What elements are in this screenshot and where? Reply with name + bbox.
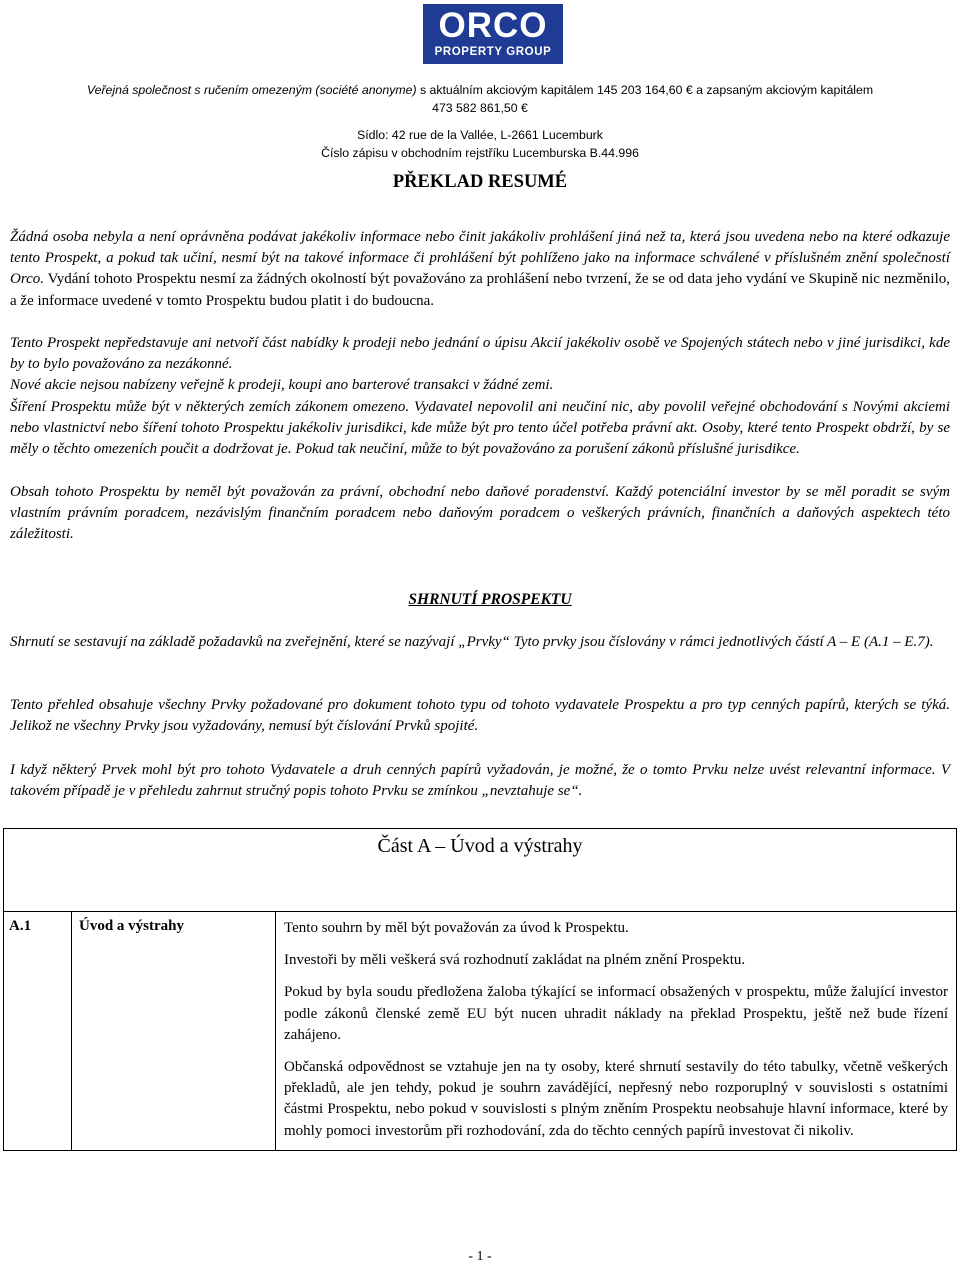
company-register: Číslo zápisu v obchodním rejstříku Lucemburska B.44.996 — [321, 146, 639, 160]
summary-paragraph-1: Shrnutí se sestavují na základě požadavků na zveřejnění, které se nazývají „Prvky“ Tyto prvky jsou číslovány v rámci jednotlivých částí A – E (A.1 – E.7). — [10, 634, 934, 650]
element-paragraph: Tento souhrn by měl být považován za úvod k Prospektu. — [284, 920, 629, 936]
intro-paragraph-1 — [10, 227, 950, 312]
summary-title: SHRNUTÍ PROSPEKTU — [408, 591, 572, 608]
company-seat: Sídlo: 42 rue de la Vallée, L-2661 Lucemburk — [357, 128, 603, 142]
section-a-header-row — [4, 829, 957, 912]
section-a-heading: Část A – Úvod a výstrahy — [377, 835, 583, 857]
element-code: A.1 — [4, 912, 72, 1151]
section-a-table — [3, 828, 957, 1151]
intro-p1-rest: Vydání tohoto Prospektu nesmí za žádných okolností být považováno za prohlášení nebo tvrzení, že se od data jeho vydání ve Skupině nic nezměnilo, a že informace uvedené v tomto Prospektu budou platit i do budoucna. — [10, 271, 950, 309]
company-type: Veřejná společnost s ručením omezeným (société anonyme) — [86, 83, 417, 97]
intro-paragraph-2: Tento Prospekt nepředstavuje ani netvoří část nabídky k prodeji nebo jednání o úpisu Akcií jakékoliv osobě ve Spojených státech nebo v jiné jurisdikci, kde by to bylo považováno za nezákonné. — [10, 335, 950, 373]
element-paragraph: Investoři by měli veškerá svá rozhodnutí zakládat na plném znění Prospektu. — [284, 952, 746, 969]
logo-main-text: ORCO — [438, 6, 548, 45]
orco-logo — [423, 4, 563, 64]
page-title: PŘEKLAD RESUMÉ — [392, 172, 568, 192]
page-number: - 1 - — [468, 1249, 492, 1264]
element-content — [276, 912, 957, 1151]
element-paragraph: Pokud by byla soudu předložena žaloba týkající se informací obsažených v prospektu, může žalující investor podle zákonů členské země EU být nucen uhradit náklady na překlad Prospektu, ještě než bude řízení zahájeno. — [284, 984, 948, 1043]
element-paragraph: Občanská odpovědnost se vztahuje jen na ty osoby, které shrnutí sestavily do této tabulky, včetně veškerých překladů, ale jen tehdy, pokud je souhrn zavádějící, nepřesný nebo rozporuplný v souvislosti s ostatními částmi Prospektu, nebo pokud v souvislosti s plným zněním Prospektu neobsahuje hlavní informace, které by mohly pomoci investorům při rozhodování, zda do těchto cenných papírů investovat či nikoliv. — [284, 1059, 948, 1139]
company-line-2: 473 582 861,50 € — [432, 101, 528, 115]
intro-paragraph-5: Obsah tohoto Prospektu by neměl být považován za právní, obchodní nebo daňové poradenství. Každý potenciální investor by se měl poradit se svým vlastním právním poradcem, nezávislým finančním poradcem nebo daňovým poradcem o veškerých právních, finančních a daňových aspektech této záležitosti. — [10, 484, 950, 543]
company-line-1 — [40, 82, 920, 99]
summary-paragraph-2: Tento přehled obsahuje všechny Prvky požadované pro dokument tohoto typu od tohoto vydavatele Prospektu a pro typ cenných papírů, kterých se týká. Jelikož ne všechny Prvky jsou vyžadovány, nemusí být číslování Prvků spojité. — [10, 697, 950, 735]
logo-sub-text: PROPERTY GROUP — [434, 46, 552, 58]
table-row — [4, 912, 957, 1151]
capital-text: s aktuálním akciovým kapitálem 145 203 164,60 € a zapsaným akciovým kapitálem — [416, 83, 874, 97]
intro-p1-italic: Žádná osoba nebyla a není oprávněna podávat jakékoliv informace nebo činit jakákoliv prohlášení jiná než ta, která jsou uvedena nebo na které odkazuje tento Prospekt, a pokud tak učiní, nesmí být na takové informace či prohlášení být pohlíženo jako na informace schválené v příslušném znění společností Orco. — [10, 229, 950, 288]
summary-paragraph-3: I když některý Prvek mohl být pro tohoto Vydavatele a druh cenných papírů vyžadován, je možné, že o tomto Prvku nelze uvést relevantní informace. V takovém případě je v přehledu zahrnut stručný popis tohoto Prvku se zmínkou „nevztahuje se“. — [10, 762, 950, 800]
intro-paragraph-3: Nové akcie nejsou nabízeny veřejně k prodeji, koupi ano barterové transakci v žádné zemi. — [10, 377, 554, 393]
intro-paragraph-4: Šíření Prospektu může být v některých zemích zákonem omezeno. Vydavatel nepovolil ani neučiní nic, aby povolil veřejné obchodování s Novými akciemi nebo vlastnictví nebo šíření tohoto Prospektu jakékoliv jurisdikci, kde může být pro tento účel potřeba právní akt. Osoby, které tento Prospekt obdrží, by se měly o těchto omezeních poučit a dodržovat je. Pokud tak neučiní, může to být považováno za porušení zákonů příslušné jurisdikce. — [10, 399, 950, 458]
element-name: Úvod a výstrahy — [72, 912, 276, 1151]
section-a-header-cell — [4, 829, 957, 912]
